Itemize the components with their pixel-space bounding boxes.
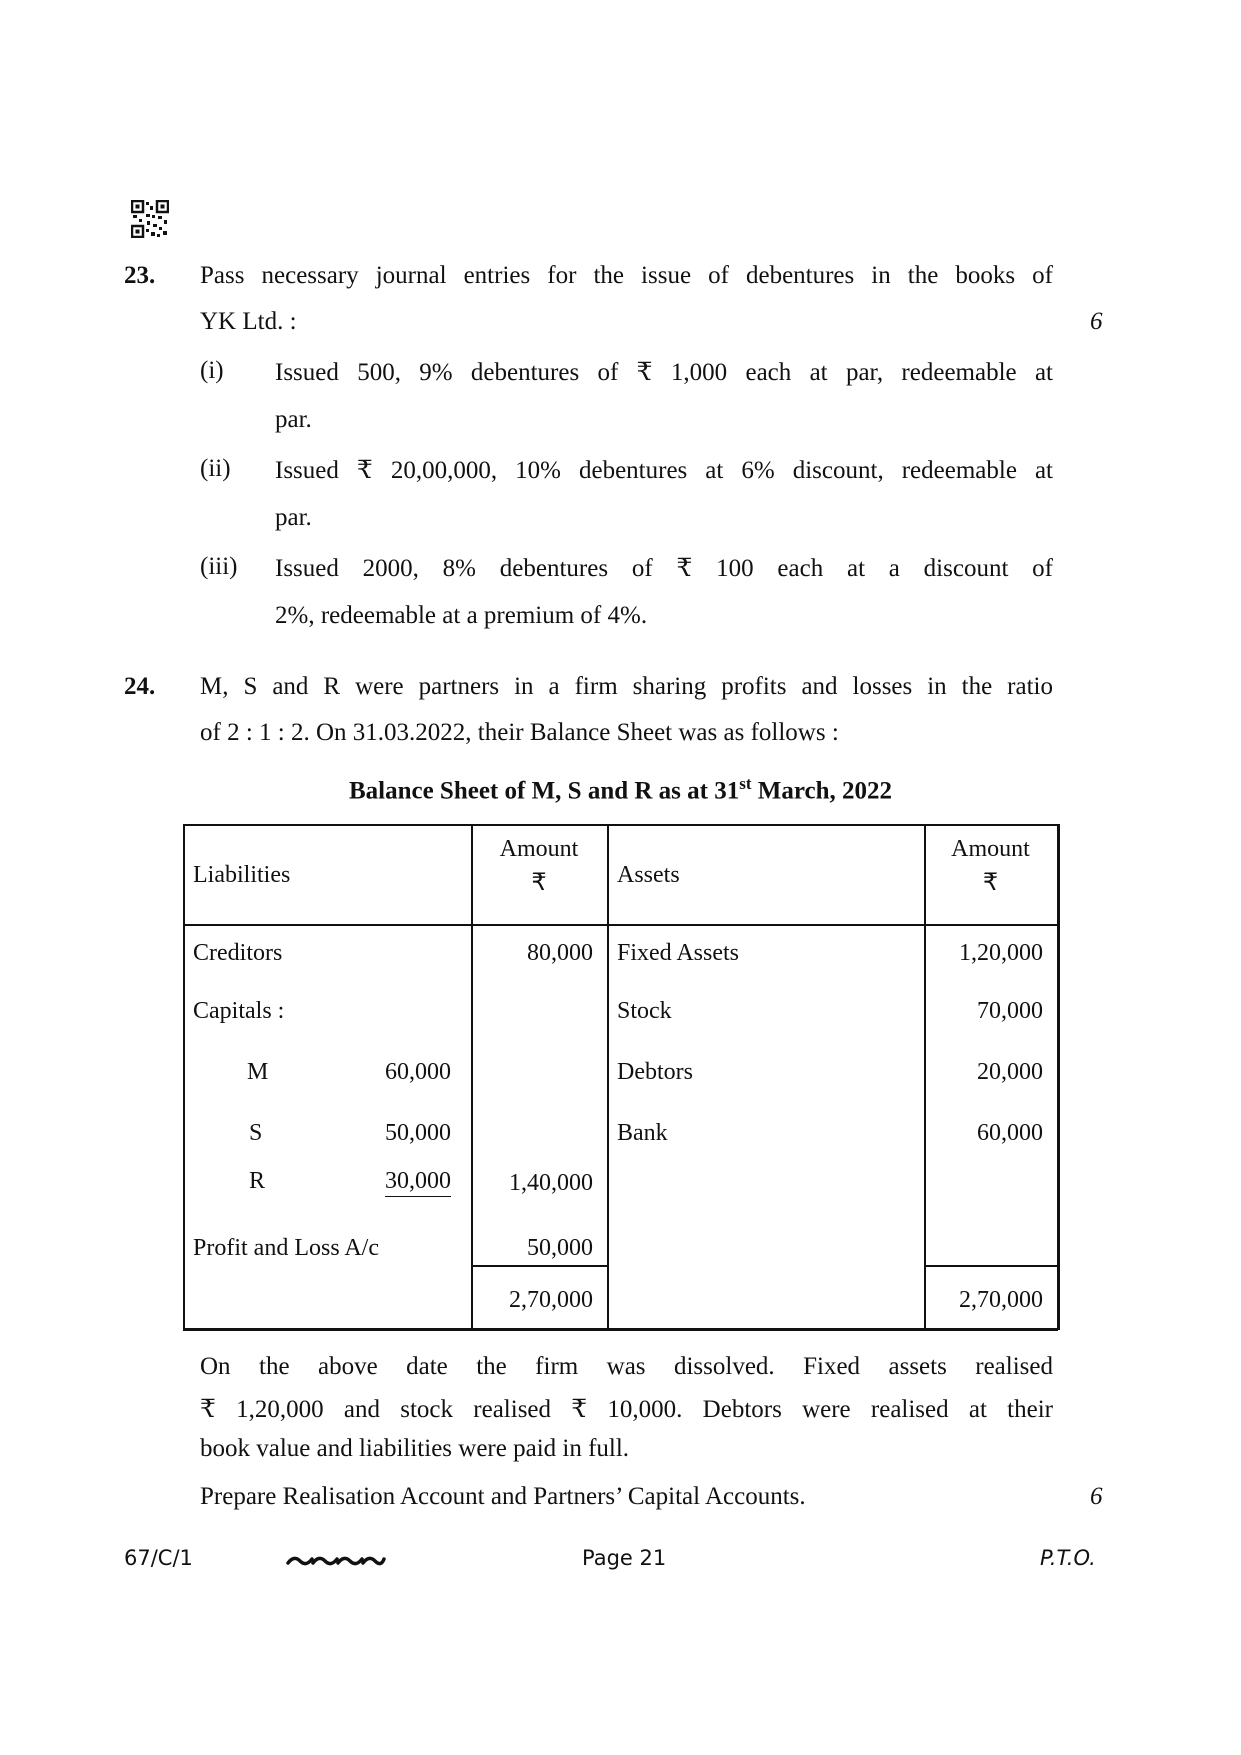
amount-header: Amount bbox=[499, 836, 579, 862]
balance-sheet-title: Balance Sheet of M, S and R as at 31st March, 2022 bbox=[348, 774, 893, 805]
bank-label: Bank bbox=[617, 1120, 668, 1146]
assets-total: 2,70,000 bbox=[959, 1287, 1043, 1313]
stock-label: Stock bbox=[617, 998, 672, 1024]
partner-r-label: R bbox=[249, 1168, 266, 1194]
q23-part-text: Issued ₹ 20,00,000, 10% debentures at 6% discount, redeemable at bbox=[275, 457, 1053, 484]
capitals-total: 1,40,000 bbox=[509, 1170, 593, 1196]
liabilities-header: Liabilities bbox=[193, 862, 291, 888]
currency-symbol: ₹ bbox=[982, 868, 999, 896]
q23-part-number: (iii) bbox=[200, 553, 238, 580]
q24-text-line-2: of 2 : 1 : 2. On 31.03.2022, their Balance Sheet was as follows : bbox=[200, 719, 839, 746]
q23-text-line-2: YK Ltd. : bbox=[200, 308, 297, 335]
q24-after-line-3: book value and liabilities were paid in full. bbox=[200, 1435, 630, 1462]
q23-text-line-1: Pass necessary journal entries for the issue of debentures in the books of bbox=[200, 262, 1053, 289]
partner-m-label: M bbox=[247, 1059, 269, 1085]
profit-loss-label: Profit and Loss A/c bbox=[193, 1235, 379, 1261]
amount-header: Amount bbox=[951, 836, 1030, 862]
profit-loss-amount: 50,000 bbox=[527, 1235, 593, 1261]
q24-marks: 6 bbox=[1090, 1483, 1103, 1510]
partner-r-capital: 30,000 bbox=[385, 1168, 451, 1197]
fixed-assets-label: Fixed Assets bbox=[617, 940, 740, 966]
question-number-23: 23. bbox=[124, 262, 156, 289]
pto-label: P.T.O. bbox=[1040, 1546, 1096, 1570]
creditors-amount: 80,000 bbox=[527, 940, 593, 966]
wave-decoration-icon bbox=[286, 1553, 386, 1569]
q24-text-line-1: M, S and R were partners in a firm sharing profits and losses in the ratio bbox=[200, 673, 1053, 700]
q23-part-number: (ii) bbox=[200, 455, 231, 482]
q23-part-number: (i) bbox=[200, 357, 224, 384]
partner-s-capital: 50,000 bbox=[385, 1120, 451, 1146]
debtors-amount: 20,000 bbox=[977, 1059, 1043, 1085]
page-number: Page 21 bbox=[582, 1546, 667, 1570]
paper-code: 67/C/1 bbox=[124, 1546, 193, 1570]
question-number-24: 24. bbox=[124, 673, 156, 700]
creditors-label: Creditors bbox=[193, 940, 283, 966]
q23-part-text: Issued 2000, 8% debentures of ₹ 100 each at a discount of bbox=[275, 555, 1053, 582]
debtors-label: Debtors bbox=[617, 1059, 693, 1085]
qr-code-icon bbox=[131, 200, 169, 238]
balance-sheet-table bbox=[183, 824, 1073, 1348]
q24-after-line-2: ₹ 1,20,000 and stock realised ₹ 10,000. Debtors were realised at their bbox=[200, 1396, 1053, 1423]
q23-part-text-cont: par. bbox=[275, 504, 312, 531]
currency-symbol: ₹ bbox=[531, 868, 547, 896]
stock-amount: 70,000 bbox=[977, 998, 1043, 1024]
liabilities-total: 2,70,000 bbox=[509, 1287, 593, 1313]
partner-m-capital: 60,000 bbox=[385, 1059, 451, 1085]
partner-s-label: S bbox=[249, 1120, 263, 1146]
bank-amount: 60,000 bbox=[977, 1120, 1043, 1146]
q24-after-line-1: On the above date the firm was dissolved. Fixed assets realised bbox=[200, 1353, 1053, 1380]
assets-header: Assets bbox=[617, 862, 680, 888]
q23-marks: 6 bbox=[1090, 308, 1103, 335]
fixed-assets-amount: 1,20,000 bbox=[959, 940, 1043, 966]
capitals-label: Capitals : bbox=[193, 998, 285, 1024]
q23-part-text-cont: par. bbox=[275, 406, 312, 433]
q24-instruction: Prepare Realisation Account and Partners’ Capital Accounts. bbox=[200, 1483, 806, 1510]
q23-part-text-cont: 2%, redeemable at a premium of 4%. bbox=[275, 602, 648, 629]
q23-part-text: Issued 500, 9% debentures of ₹ 1,000 each at par, redeemable at bbox=[275, 359, 1053, 386]
